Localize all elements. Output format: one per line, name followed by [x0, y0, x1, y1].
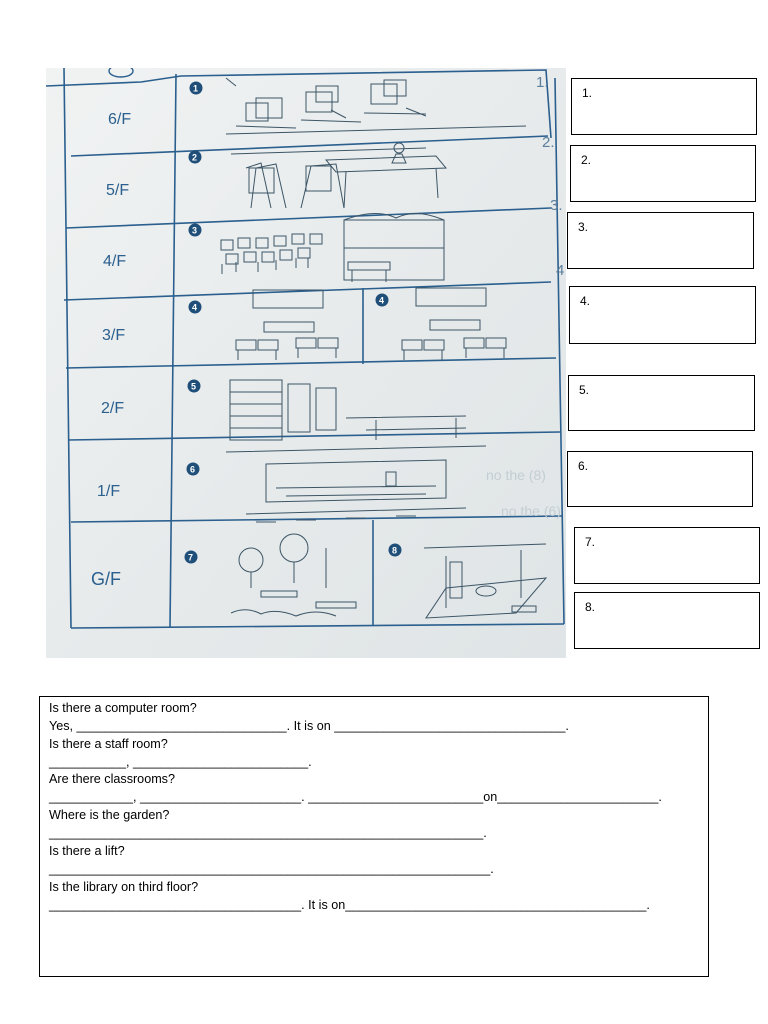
svg-text:7: 7 — [188, 552, 194, 563]
answer-box-label: 7. — [585, 535, 596, 549]
floor-label-3f: 3/F — [102, 327, 126, 344]
answer-box-7[interactable] — [574, 527, 760, 584]
answer-box-3[interactable] — [567, 212, 754, 269]
school-floor-plan-photo — [46, 68, 566, 658]
svg-text:5: 5 — [191, 381, 197, 392]
answer-box-2[interactable] — [570, 145, 756, 202]
answer-line-6[interactable]: ____________________________________. It is on___________________________________________. — [49, 898, 650, 912]
svg-text:3: 3 — [192, 225, 198, 236]
floor-label-5f: 5/F — [106, 182, 130, 199]
answer-box-4[interactable] — [569, 286, 756, 344]
answer-box-5[interactable] — [568, 375, 755, 431]
margin-mark-4: 4 — [556, 262, 565, 279]
answer-box-label: 6. — [578, 459, 589, 473]
svg-text:4: 4 — [192, 302, 198, 313]
answer-box-label: 3. — [578, 220, 589, 234]
answer-box-label: 8. — [585, 600, 596, 614]
margin-mark-1: 1. — [536, 74, 549, 91]
number-badge-4b — [376, 294, 389, 307]
svg-text:1: 1 — [193, 83, 199, 94]
question-line-2: Is there a staff room? — [49, 737, 168, 751]
question-box — [39, 696, 709, 977]
number-badge-8 — [389, 544, 402, 557]
answer-box-1[interactable] — [571, 78, 757, 135]
question-line-5: Is there a lift? — [49, 844, 125, 858]
number-badge-3 — [189, 224, 202, 237]
answer-box-6[interactable] — [567, 451, 753, 507]
number-badge-4a — [189, 301, 202, 314]
floor-label-gf: G/F — [91, 569, 121, 589]
answer-line-3[interactable]: ____________, _______________________. _________________________on_______________________. — [49, 790, 662, 804]
floor-label-1f: 1/F — [97, 483, 121, 500]
number-badge-5 — [188, 380, 201, 393]
question-line-6: Is the library on third floor? — [49, 880, 199, 894]
number-badge-7 — [185, 551, 198, 564]
answer-box-label: 5. — [579, 383, 590, 397]
number-badge-2 — [189, 151, 202, 164]
question-line-4: Where is the garden? — [49, 808, 170, 822]
floor-label-6f: 6/F — [108, 111, 132, 128]
svg-text:6: 6 — [190, 464, 196, 475]
floor-label-4f: 4/F — [103, 253, 127, 270]
answer-box-label: 1. — [582, 86, 593, 100]
faint-print-1: no the (8) — [486, 467, 546, 483]
answer-box-label: 2. — [581, 153, 592, 167]
answer-line-1[interactable]: Yes, ______________________________. It is on _________________________________. — [49, 719, 569, 733]
number-badge-6 — [187, 463, 200, 476]
question-line-3: Are there classrooms? — [49, 772, 175, 786]
svg-text:2: 2 — [192, 152, 198, 163]
answer-line-4[interactable]: ______________________________________________________________. — [49, 826, 487, 840]
answer-box-label: 4. — [580, 294, 591, 308]
margin-mark-2: 2. — [542, 134, 555, 151]
answer-box-8[interactable] — [574, 592, 760, 649]
answer-line-2[interactable]: ___________, _________________________. — [49, 755, 312, 769]
floor-label-2f: 2/F — [101, 400, 125, 417]
answer-line-5[interactable]: _______________________________________________________________. — [49, 862, 494, 876]
faint-print-2: no the (6) — [501, 503, 561, 519]
svg-text:8: 8 — [392, 545, 398, 556]
number-badge-1 — [190, 82, 203, 95]
svg-text:4: 4 — [379, 295, 385, 306]
margin-mark-3: 3. — [550, 197, 563, 214]
question-line-1: Is there a computer room? — [49, 701, 197, 715]
